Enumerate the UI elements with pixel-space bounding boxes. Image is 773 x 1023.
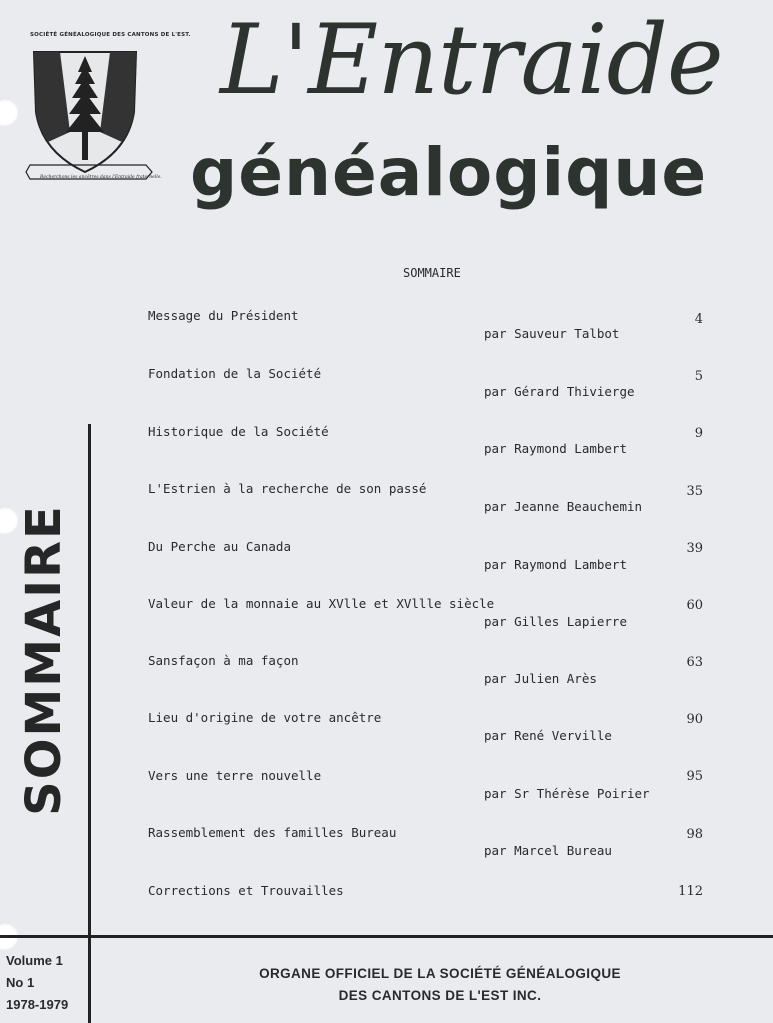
issue-number: No 1 [6, 975, 35, 990]
toc-entry-title: Historique de la Société [148, 424, 329, 439]
toc-heading: SOMMAIRE [403, 266, 461, 280]
toc-entry-title: Du Perche au Canada [148, 539, 291, 554]
society-emblem [18, 22, 191, 197]
side-label: SOMMAIRE [16, 504, 72, 816]
toc-entry-page: 60 [686, 598, 703, 613]
toc-entry-page: 63 [686, 655, 703, 670]
toc-entry-page: 98 [686, 827, 703, 842]
toc-entry-page: 112 [678, 884, 703, 899]
punch-hole [0, 98, 18, 126]
toc-entry-page: 5 [694, 369, 703, 384]
toc-entry-page: 39 [686, 541, 703, 556]
toc-entry-title: Corrections et Trouvailles [148, 883, 344, 898]
footer-line-1: ORGANE OFFICIEL DE LA SOCIÉTÉ GÉNÉALOGIQUE [259, 966, 621, 981]
vertical-rule [88, 424, 91, 1023]
toc-entry-author: par Jeanne Beauchemin [484, 499, 643, 514]
toc-entry-title: Valeur de la monnaie au XVlle et XVllle siècle [148, 596, 495, 611]
footer-line-2: DES CANTONS DE L'EST INC. [338, 988, 542, 1003]
toc-entry-author: par Gilles Lapierre [484, 614, 627, 629]
toc-entry-author: par Raymond Lambert [484, 557, 627, 572]
toc-entry-author: par Raymond Lambert [484, 441, 627, 456]
toc-entry-page: 4 [694, 312, 703, 327]
volume-label: Volume 1 [6, 953, 63, 968]
magazine-title: L'Entraide [220, 4, 723, 116]
toc-entry-page: 90 [686, 712, 703, 727]
toc-entry-title: Sansfaçon à ma façon [148, 653, 299, 668]
toc-entry-author: par Sr Thérèse Poirier [484, 786, 650, 801]
toc-entry-title: Lieu d'origine de votre ancêtre [148, 710, 382, 725]
shield-icon [18, 22, 168, 197]
emblem-top-text: SOCIÉTÉ GÉNÉALOGIQUE DES CANTONS DE L'EST. [30, 32, 191, 38]
toc-entry-title: Fondation de la Société [148, 366, 322, 381]
toc-entry-title: Rassemblement des familles Bureau [148, 825, 397, 840]
magazine-subtitle: généalogique [190, 134, 708, 211]
toc-entry-author: par Julien Arès [484, 671, 597, 686]
toc-entry-page: 35 [686, 484, 703, 499]
toc-entry-title: Message du Président [148, 308, 299, 323]
toc-entry-author: par Marcel Bureau [484, 843, 612, 858]
toc-entry-page: 95 [686, 769, 703, 784]
toc-entry-author: par Gérard Thivierge [484, 384, 635, 399]
toc-entry-title: Vers une terre nouvelle [148, 768, 322, 783]
toc-entry-title: L'Estrien à la recherche de son passé [148, 481, 427, 496]
toc-entry-author: par Sauveur Talbot [484, 326, 620, 341]
emblem-motto: Recherchons les ancêtres dans l'Entraide fraternelle. [40, 175, 162, 180]
horizontal-rule [0, 935, 773, 938]
issue-years: 1978-1979 [6, 997, 69, 1012]
toc-entry-author: par René Verville [484, 728, 612, 743]
toc-entry-page: 9 [694, 426, 703, 441]
